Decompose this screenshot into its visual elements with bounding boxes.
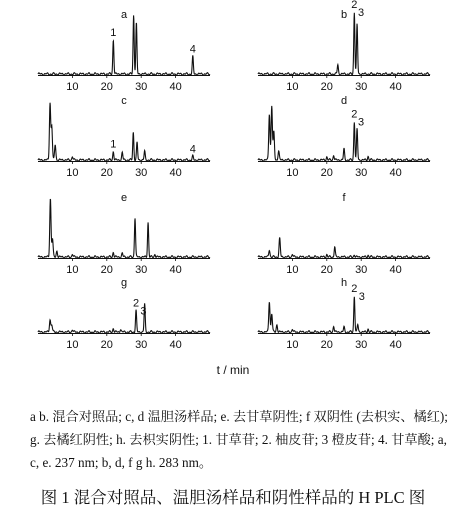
x-tick-label: 20 (320, 264, 333, 276)
legend-text: a b. 混合对照品; c, d 温胆汤样品; e. 去甘草阴性; f 双阴性 (去枳实、橘红); g. 去橘红阴性; h. 去枳实阴性; 1. 甘草苷; 2. 柚皮苷; 3 橙皮苷; 4. 甘草酸; a, c, e. 237 nm; b, d, f g h. 283 nm。 (30, 409, 448, 470)
x-axis-title: t / min (216, 363, 250, 377)
panel-d (258, 95, 430, 179)
x-tick-label: 40 (169, 81, 182, 93)
x-tick-label: 10 (66, 81, 79, 93)
x-tick-label: 20 (320, 81, 333, 93)
peak-label-4: 4 (189, 43, 196, 56)
x-tick-label: 10 (286, 264, 299, 276)
figure-legend (30, 405, 450, 474)
chromatogram-trace (38, 303, 210, 333)
panel-label: f (342, 192, 346, 204)
chromatogram-trace (38, 199, 210, 258)
panel-label: g (120, 277, 128, 289)
peak-label-3: 3 (358, 291, 365, 304)
x-tick-label: 40 (169, 264, 182, 276)
chromatogram-trace (258, 13, 430, 76)
peak-label-2: 2 (351, 0, 358, 11)
panel-e (38, 192, 210, 276)
figure-caption (0, 484, 466, 508)
x-tick-label: 30 (135, 339, 148, 351)
panel-label: h (340, 277, 348, 289)
peak-label-2: 2 (132, 297, 140, 310)
panel-g (38, 277, 210, 351)
x-tick-label: 20 (100, 264, 113, 276)
panel-h (258, 277, 430, 351)
panel-label: b (340, 9, 348, 21)
peak-label-1: 1 (110, 138, 117, 151)
x-tick-label: 10 (286, 339, 299, 351)
x-tick-label: 20 (100, 167, 113, 179)
x-tick-label: 30 (135, 167, 148, 179)
caption-text: 图 1 混合对照品、温胆汤样品和阴性样品的 H PLC 图 (40, 488, 426, 507)
x-tick-label: 40 (389, 339, 402, 351)
chromatogram-trace (258, 106, 430, 161)
x-tick-label: 20 (320, 339, 333, 351)
panel-f (258, 192, 430, 276)
x-tick-label: 30 (135, 81, 148, 93)
panel-label: d (340, 95, 348, 107)
panel-label: a (120, 9, 128, 21)
x-tick-label: 10 (66, 339, 79, 351)
x-tick-label: 30 (355, 264, 368, 276)
chromatogram-trace (258, 237, 430, 258)
chromatogram-trace (38, 103, 210, 162)
chromatogram-trace (38, 15, 210, 75)
x-tick-label: 30 (135, 264, 148, 276)
x-tick-label: 40 (389, 167, 402, 179)
x-tick-label: 10 (286, 81, 299, 93)
x-tick-label: 30 (355, 339, 368, 351)
panel-c (38, 95, 210, 179)
panel-a (38, 9, 210, 93)
peak-label-3: 3 (358, 116, 365, 129)
panel-label: c (121, 95, 127, 107)
peak-label-1: 1 (110, 26, 117, 39)
x-tick-label: 40 (389, 81, 402, 93)
x-tick-label: 10 (286, 167, 299, 179)
x-tick-label: 30 (355, 81, 368, 93)
x-tick-label: 10 (66, 264, 79, 276)
x-tick-label: 10 (66, 167, 79, 179)
x-tick-label: 40 (169, 167, 182, 179)
peak-label-4: 4 (189, 143, 196, 156)
panel-b (258, 0, 430, 93)
x-tick-label: 20 (100, 81, 113, 93)
peak-label-2: 2 (351, 108, 358, 121)
x-tick-label: 20 (100, 339, 113, 351)
panel-label: e (120, 192, 128, 204)
peak-label-3: 3 (140, 305, 147, 318)
x-tick-label: 40 (389, 264, 402, 276)
peak-label-3: 3 (358, 7, 365, 19)
chromatogram-trace (258, 297, 430, 334)
x-tick-label: 20 (320, 167, 333, 179)
peak-label-2: 2 (351, 283, 358, 296)
x-tick-label: 40 (169, 339, 182, 351)
x-tick-label: 30 (355, 167, 368, 179)
